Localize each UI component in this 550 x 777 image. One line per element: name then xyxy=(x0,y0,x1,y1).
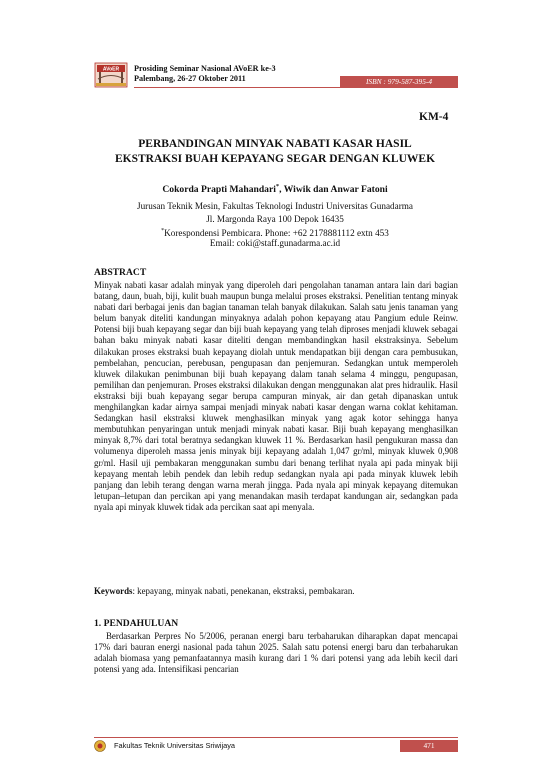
header-text xyxy=(134,64,276,84)
page-number: 471 xyxy=(400,740,458,752)
conference-logo xyxy=(94,62,128,88)
header-rule xyxy=(134,87,458,88)
title-line-2: EKSTRAKSI BUAH KEPAYANG SEGAR DENGAN KLUWEK xyxy=(114,153,436,165)
correspondence-marker: * xyxy=(161,228,165,234)
affiliation-email: Email: coki@staff.gunadarma.ac.id xyxy=(209,238,341,248)
page-header xyxy=(94,63,458,89)
author-marker: * xyxy=(275,183,280,190)
affiliation-address: Jl. Margonda Raya 100 Depok 16435 xyxy=(206,214,344,224)
section-heading: 1. PENDAHULUAN xyxy=(94,618,179,629)
keywords-label: Keywords xyxy=(94,586,133,596)
conference-name: Prosiding Seminar Nasional AVoER ke-3 xyxy=(134,64,276,73)
abstract-text: Minyak nabati kasar adalah minyak yang diperoleh dari pengolahan tanaman antara lain dari bagian batang, daun, buah, biji, kulit buah maupun bunga melalui proses ekstraksi. Penelitian tentang minyak nabati dari berbagai jenis dan bagian tanaman telah banyak dilakukan. Salah satu jenis tanaman yang belum banyak diteliti kandungan minyaknya adalah pohon kepayang atau Pangium edule Reinw. Potensi biji buah kepayang segar dan biji buah kepayang yang telah diproses menjadi kluwek sebagai bahan baku minyak nabati kasar diteliti dengan membandingkan hasil ekstraksinya. Sebelum dilakukan proses ekstraksi buah kepayang diolah untuk mendapatkan biji dengan cara pembusukan, pembelahan, pencucian, perebusan, pengupasan dan penjemuran. Sedangkan untuk memperoleh kluwek dilakukan penimbunan biji buah kepayang dalam tanah selama 4 minggu, pengupasan, pemilihan dan penjemuran. Proses ekstraksi dilakukan dengan menggunakan alat pres hidraulik. Hasil ekstraksi biji buah kepayang segar berupa campuran minyak, air dan getah dipanaskan untuk menghilangkan kadar airnya sampai menjadi minyak nabati kasar dengan warna coklat kehitaman. Sedangkan hasil ekstraksi kluwek menghasilkan minyak yang agak kotor sehingga hanya membutuhkan penyaringan untuk menjadi minyak nabati kasar. Biji buah kepayang menghasilkan minyak 8,7% dari total beratnya sedangkan kluwek 11 %. Berdasarkan hasil pengukuran massa dan volumenya diperoleh massa jenis minyak biji kepayang adalah 1,047 gr/ml, minyak kluwek 0,908 gr/ml. Hasil uji pembakaran menggunakan sumbu dari benang terlihat nyala api pada minyak biji kepayang mentah lebih pendek dan lebih redup sedangkan nyala api pada minyak kluwek lebih panjang dan lebih terang dengan warna merah jingga. Pada nyala api minyak kepayang ditemukan letupan–letupan dan percikan api yang menandakan masih terdapat kandungan air, sedangkan pada nyala api minyak kluwek tidak ada percikan saat api menyala. xyxy=(94,280,458,512)
correspondence-text: Korespondensi Pembicara. Phone: +62 2178881112 extn 453 xyxy=(164,228,389,239)
abstract-heading: ABSTRACT xyxy=(94,267,147,278)
author-primary: Cokorda Prapti Mahandari xyxy=(162,184,276,196)
isbn-text: ISBN : 979-587-395-4 xyxy=(365,77,433,86)
logo-text: AVoER xyxy=(102,66,120,73)
page-footer xyxy=(94,737,458,754)
paper-title xyxy=(60,137,490,167)
section-text: Berdasarkan Perpres No 5/2006, peranan energi baru terbaharukan diharapkan dapat mencapai 17% dari bauran energi nasional pada tahun 2025. Salah satu potensi energi baru dan terbaharukan adalah biomasa yang pemanfaatannya masih kurang dari 1 % dari potensi yang ada lebih kecil dari potensi yang ada. Intensifikasi pencarian xyxy=(94,631,458,675)
authors xyxy=(60,183,490,195)
isbn-badge xyxy=(340,76,458,87)
paper-code: KM-4 xyxy=(419,111,449,123)
keywords xyxy=(94,586,458,596)
footer-institution: Fakultas Teknik Universitas Sriwijaya xyxy=(114,741,236,750)
conference-place-date: Palembang, 26-27 Oktober 2011 xyxy=(134,74,246,83)
university-logo xyxy=(94,740,106,752)
keywords-text: : kepayang, minyak nabati, penekanan, ekstraksi, pembakaran. xyxy=(132,586,355,596)
affiliation-dept: Jurusan Teknik Mesin, Fakultas Teknologi Industri Universitas Gunadarma xyxy=(137,201,413,211)
author-others: , Wiwik dan Anwar Fatoni xyxy=(279,184,388,196)
title-line-1: PERBANDINGAN MINYAK NABATI KASAR HASIL xyxy=(138,138,412,150)
